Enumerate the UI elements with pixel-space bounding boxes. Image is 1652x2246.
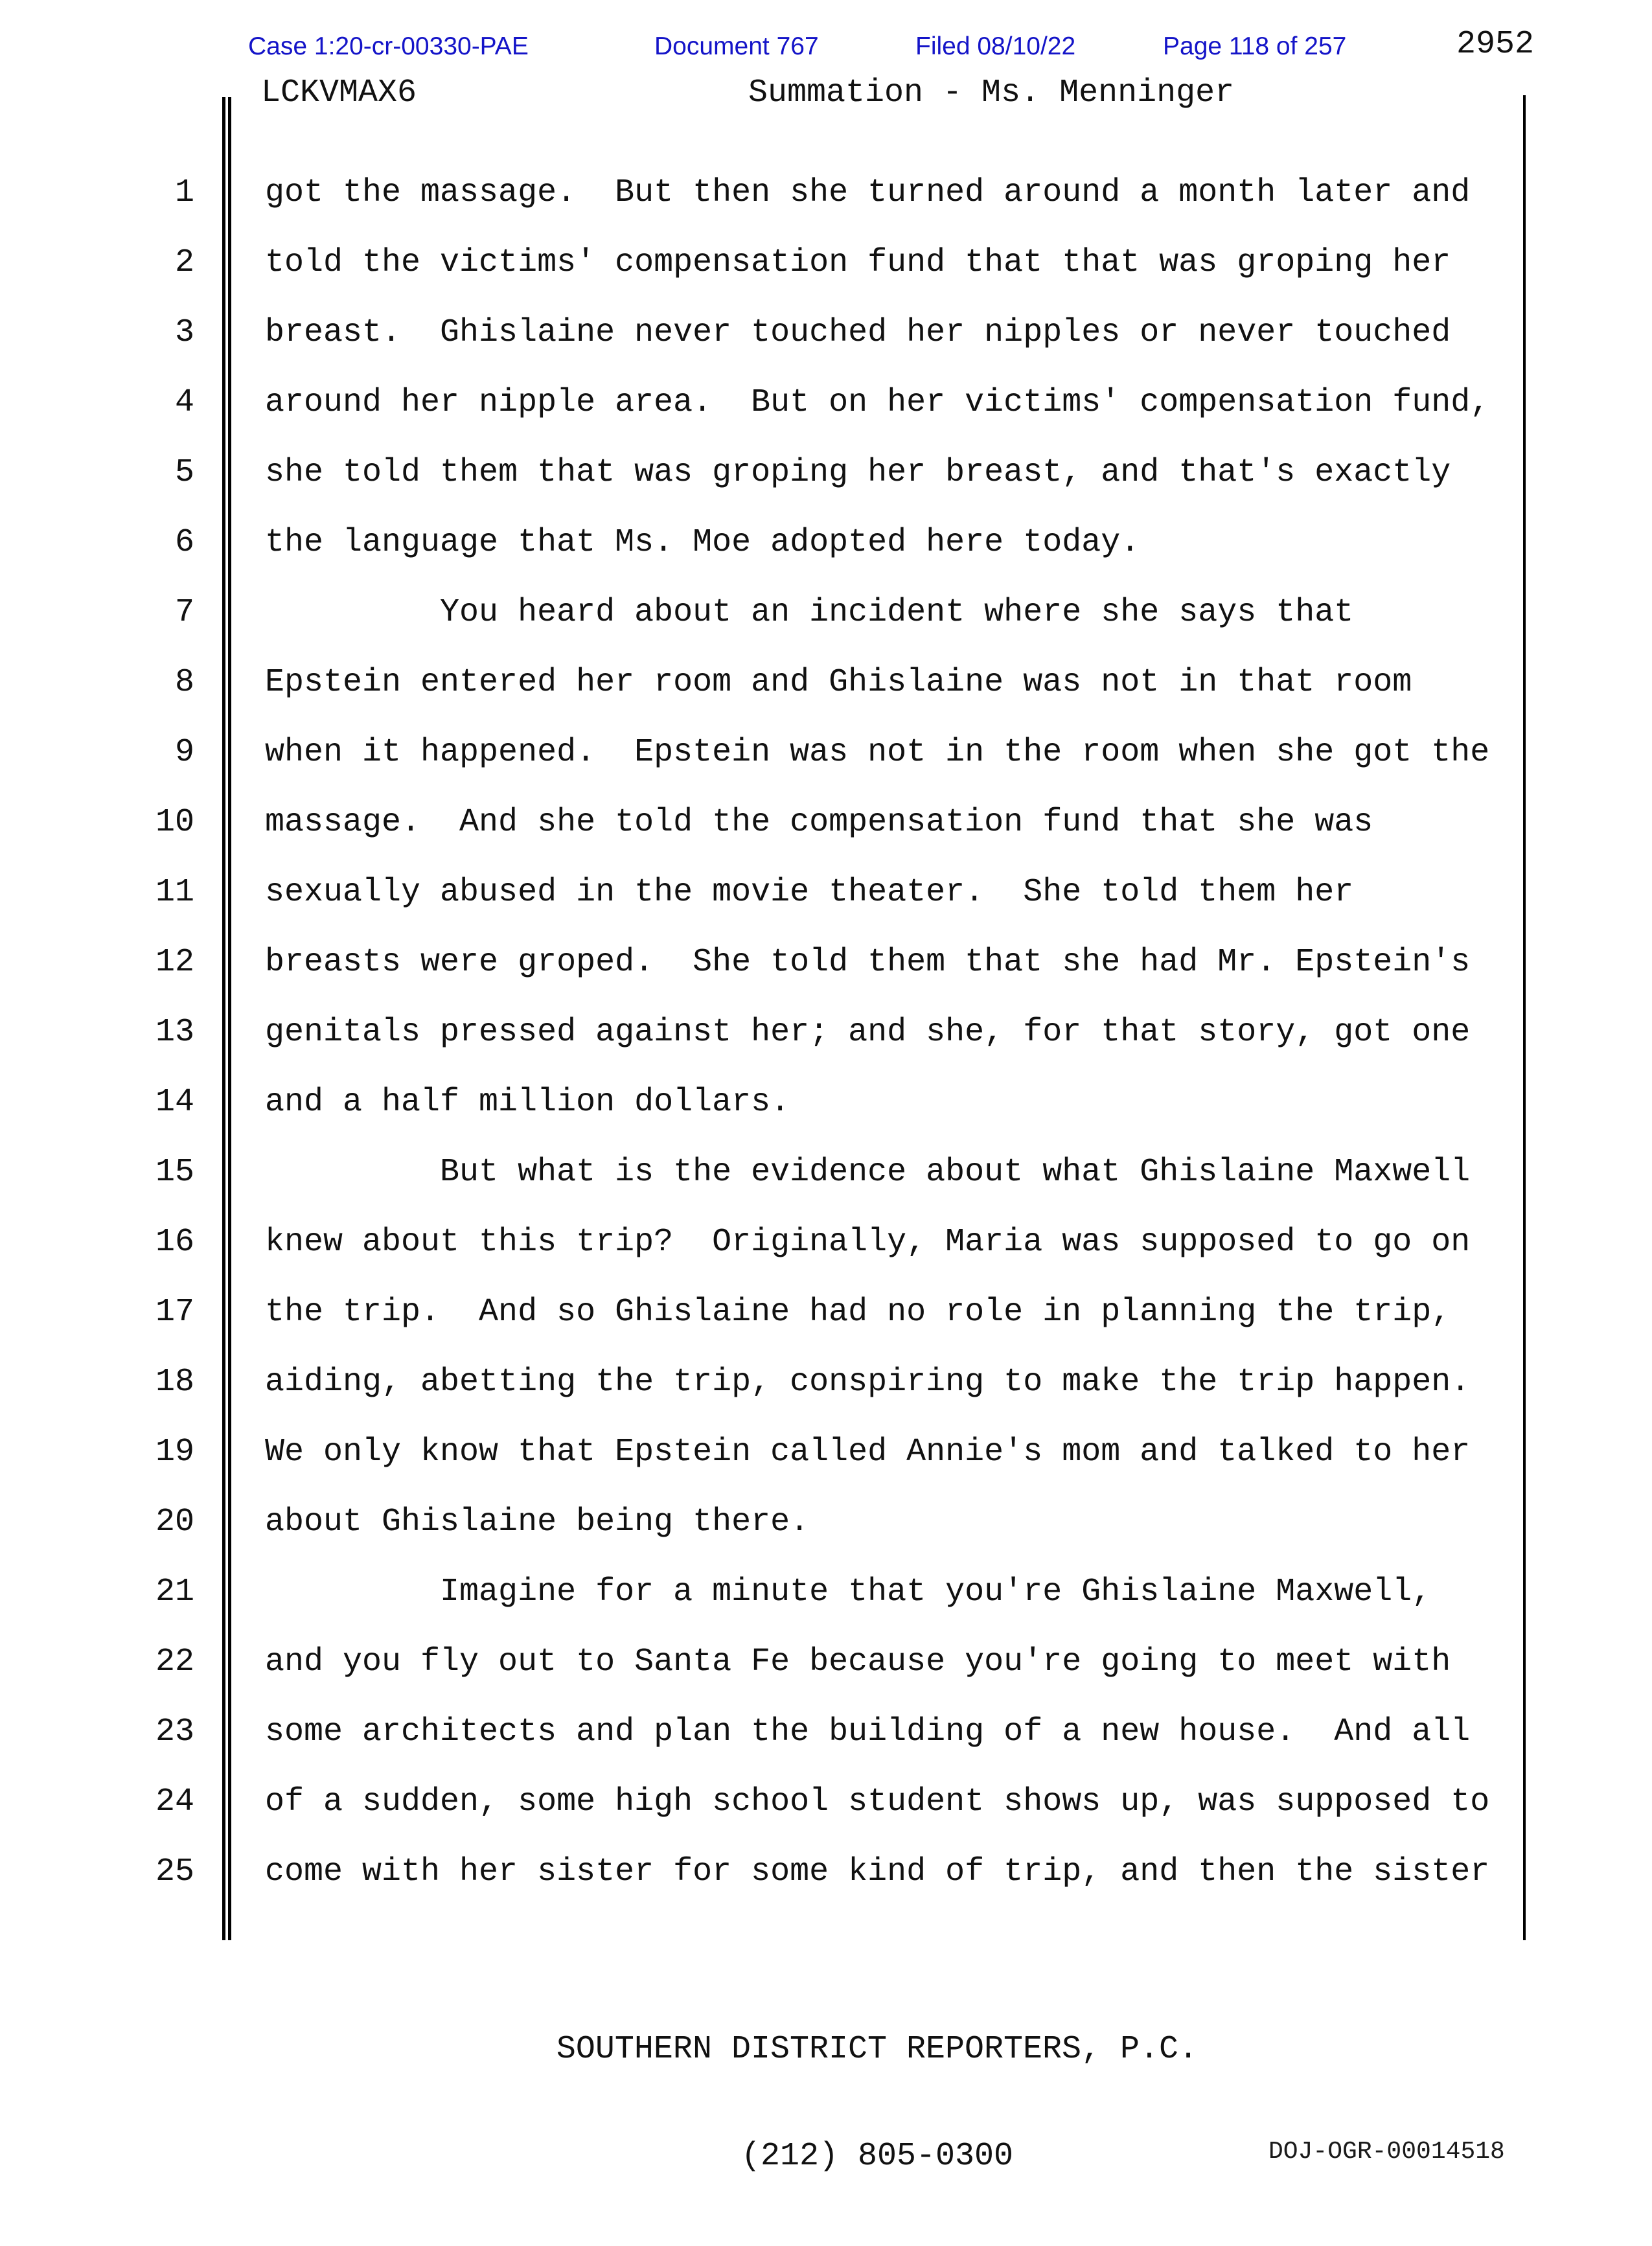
transcript-line: she told them that was groping her breast, and that's exactly: [265, 454, 1451, 491]
document-number: Document 767: [654, 32, 819, 60]
line-number: 9: [174, 734, 194, 771]
reporter-phone: (212) 805-0300: [740, 2138, 1014, 2175]
transcript-line: about Ghislaine being there.: [265, 1504, 810, 1541]
bates-stamp: DOJ-OGR-00014518: [1268, 2138, 1505, 2166]
line-number: 23: [155, 1713, 194, 1750]
transcript-line: But what is the evidence about what Ghislaine Maxwell: [265, 1154, 1471, 1191]
line-number: 8: [174, 664, 194, 701]
line-number: 4: [174, 384, 194, 421]
transcript-text-column: [265, 158, 1522, 1907]
transcript-line: when it happened. Epstein was not in the room when she got the: [265, 734, 1490, 771]
reporter-name: SOUTHERN DISTRICT REPORTERS, P.C.: [556, 2031, 1199, 2068]
line-number: 16: [155, 1224, 194, 1261]
transcript-page-number: 2952: [1456, 26, 1535, 63]
transcript-line: aiding, abetting the trip, conspiring to make the trip happen.: [265, 1364, 1471, 1401]
line-number: 11: [155, 874, 194, 911]
page-of-pages: Page 118 of 257: [1163, 32, 1347, 60]
line-number-column: [97, 158, 194, 1907]
transcript-line: got the massage. But then she turned around a month later and: [265, 174, 1471, 211]
transcript-line: breasts were groped. She told them that she had Mr. Epstein's: [265, 944, 1471, 981]
line-number: 22: [155, 1644, 194, 1680]
transcript-line: and a half million dollars.: [265, 1084, 790, 1121]
transcript-line: come with her sister for some kind of trip, and then the sister: [265, 1853, 1490, 1890]
line-number: 10: [155, 804, 194, 841]
transcript-line: breast. Ghislaine never touched her nipples or never touched: [265, 314, 1451, 351]
transcript-line: knew about this trip? Originally, Maria was supposed to go on: [265, 1224, 1471, 1261]
transcript-line: some architects and plan the building of a new house. And all: [265, 1713, 1471, 1750]
line-number: 1: [174, 174, 194, 211]
line-number: 18: [155, 1364, 194, 1401]
line-number: 2: [174, 244, 194, 281]
line-number: 19: [155, 1434, 194, 1471]
line-number: 13: [155, 1014, 194, 1051]
transcript-line: We only know that Epstein called Annie's mom and talked to her: [265, 1434, 1471, 1471]
line-number: 25: [155, 1853, 194, 1890]
line-number: 12: [155, 944, 194, 981]
transcript-line: massage. And she told the compensation fund that she was: [265, 804, 1373, 841]
transcript-line: of a sudden, some high school student shows up, was supposed to: [265, 1783, 1490, 1820]
transcript-line: Epstein entered her room and Ghislaine was not in that room: [265, 664, 1412, 701]
transcript-line: You heard about an incident where she says that: [265, 594, 1354, 631]
section-heading: Summation - Ms. Menninger: [748, 74, 1235, 111]
reporter-footer: [265, 1960, 1489, 2245]
line-number: 5: [174, 454, 194, 491]
line-number: 3: [174, 314, 194, 351]
line-number: 7: [174, 594, 194, 631]
transcript-line: the trip. And so Ghislaine had no role in planning the trip,: [265, 1294, 1451, 1331]
transcript-line: the language that Ms. Moe adopted here today.: [265, 524, 1140, 561]
line-number: 17: [155, 1294, 194, 1331]
line-number: 24: [155, 1783, 194, 1820]
right-rule: [1523, 95, 1526, 1940]
line-number: 21: [155, 1574, 194, 1610]
transcript-line: genitals pressed against her; and she, for that story, got one: [265, 1014, 1471, 1051]
filed-date: Filed 08/10/22: [915, 32, 1076, 60]
transcript-line: around her nipple area. But on her victims' compensation fund,: [265, 384, 1490, 421]
transcript-line: sexually abused in the movie theater. She told them her: [265, 874, 1354, 911]
case-number: Case 1:20-cr-00330-PAE: [248, 32, 529, 60]
line-number: 6: [174, 524, 194, 561]
transcript-line: and you fly out to Santa Fe because you're going to meet with: [265, 1644, 1451, 1680]
line-number: 15: [155, 1154, 194, 1191]
transcript-line: told the victims' compensation fund that that was groping her: [265, 244, 1451, 281]
line-number: 14: [155, 1084, 194, 1121]
session-code: LCKVMAX6: [261, 74, 417, 111]
transcript-line: Imagine for a minute that you're Ghislaine Maxwell,: [265, 1574, 1432, 1610]
left-double-rule: [222, 97, 231, 1940]
line-number: 20: [155, 1504, 194, 1541]
